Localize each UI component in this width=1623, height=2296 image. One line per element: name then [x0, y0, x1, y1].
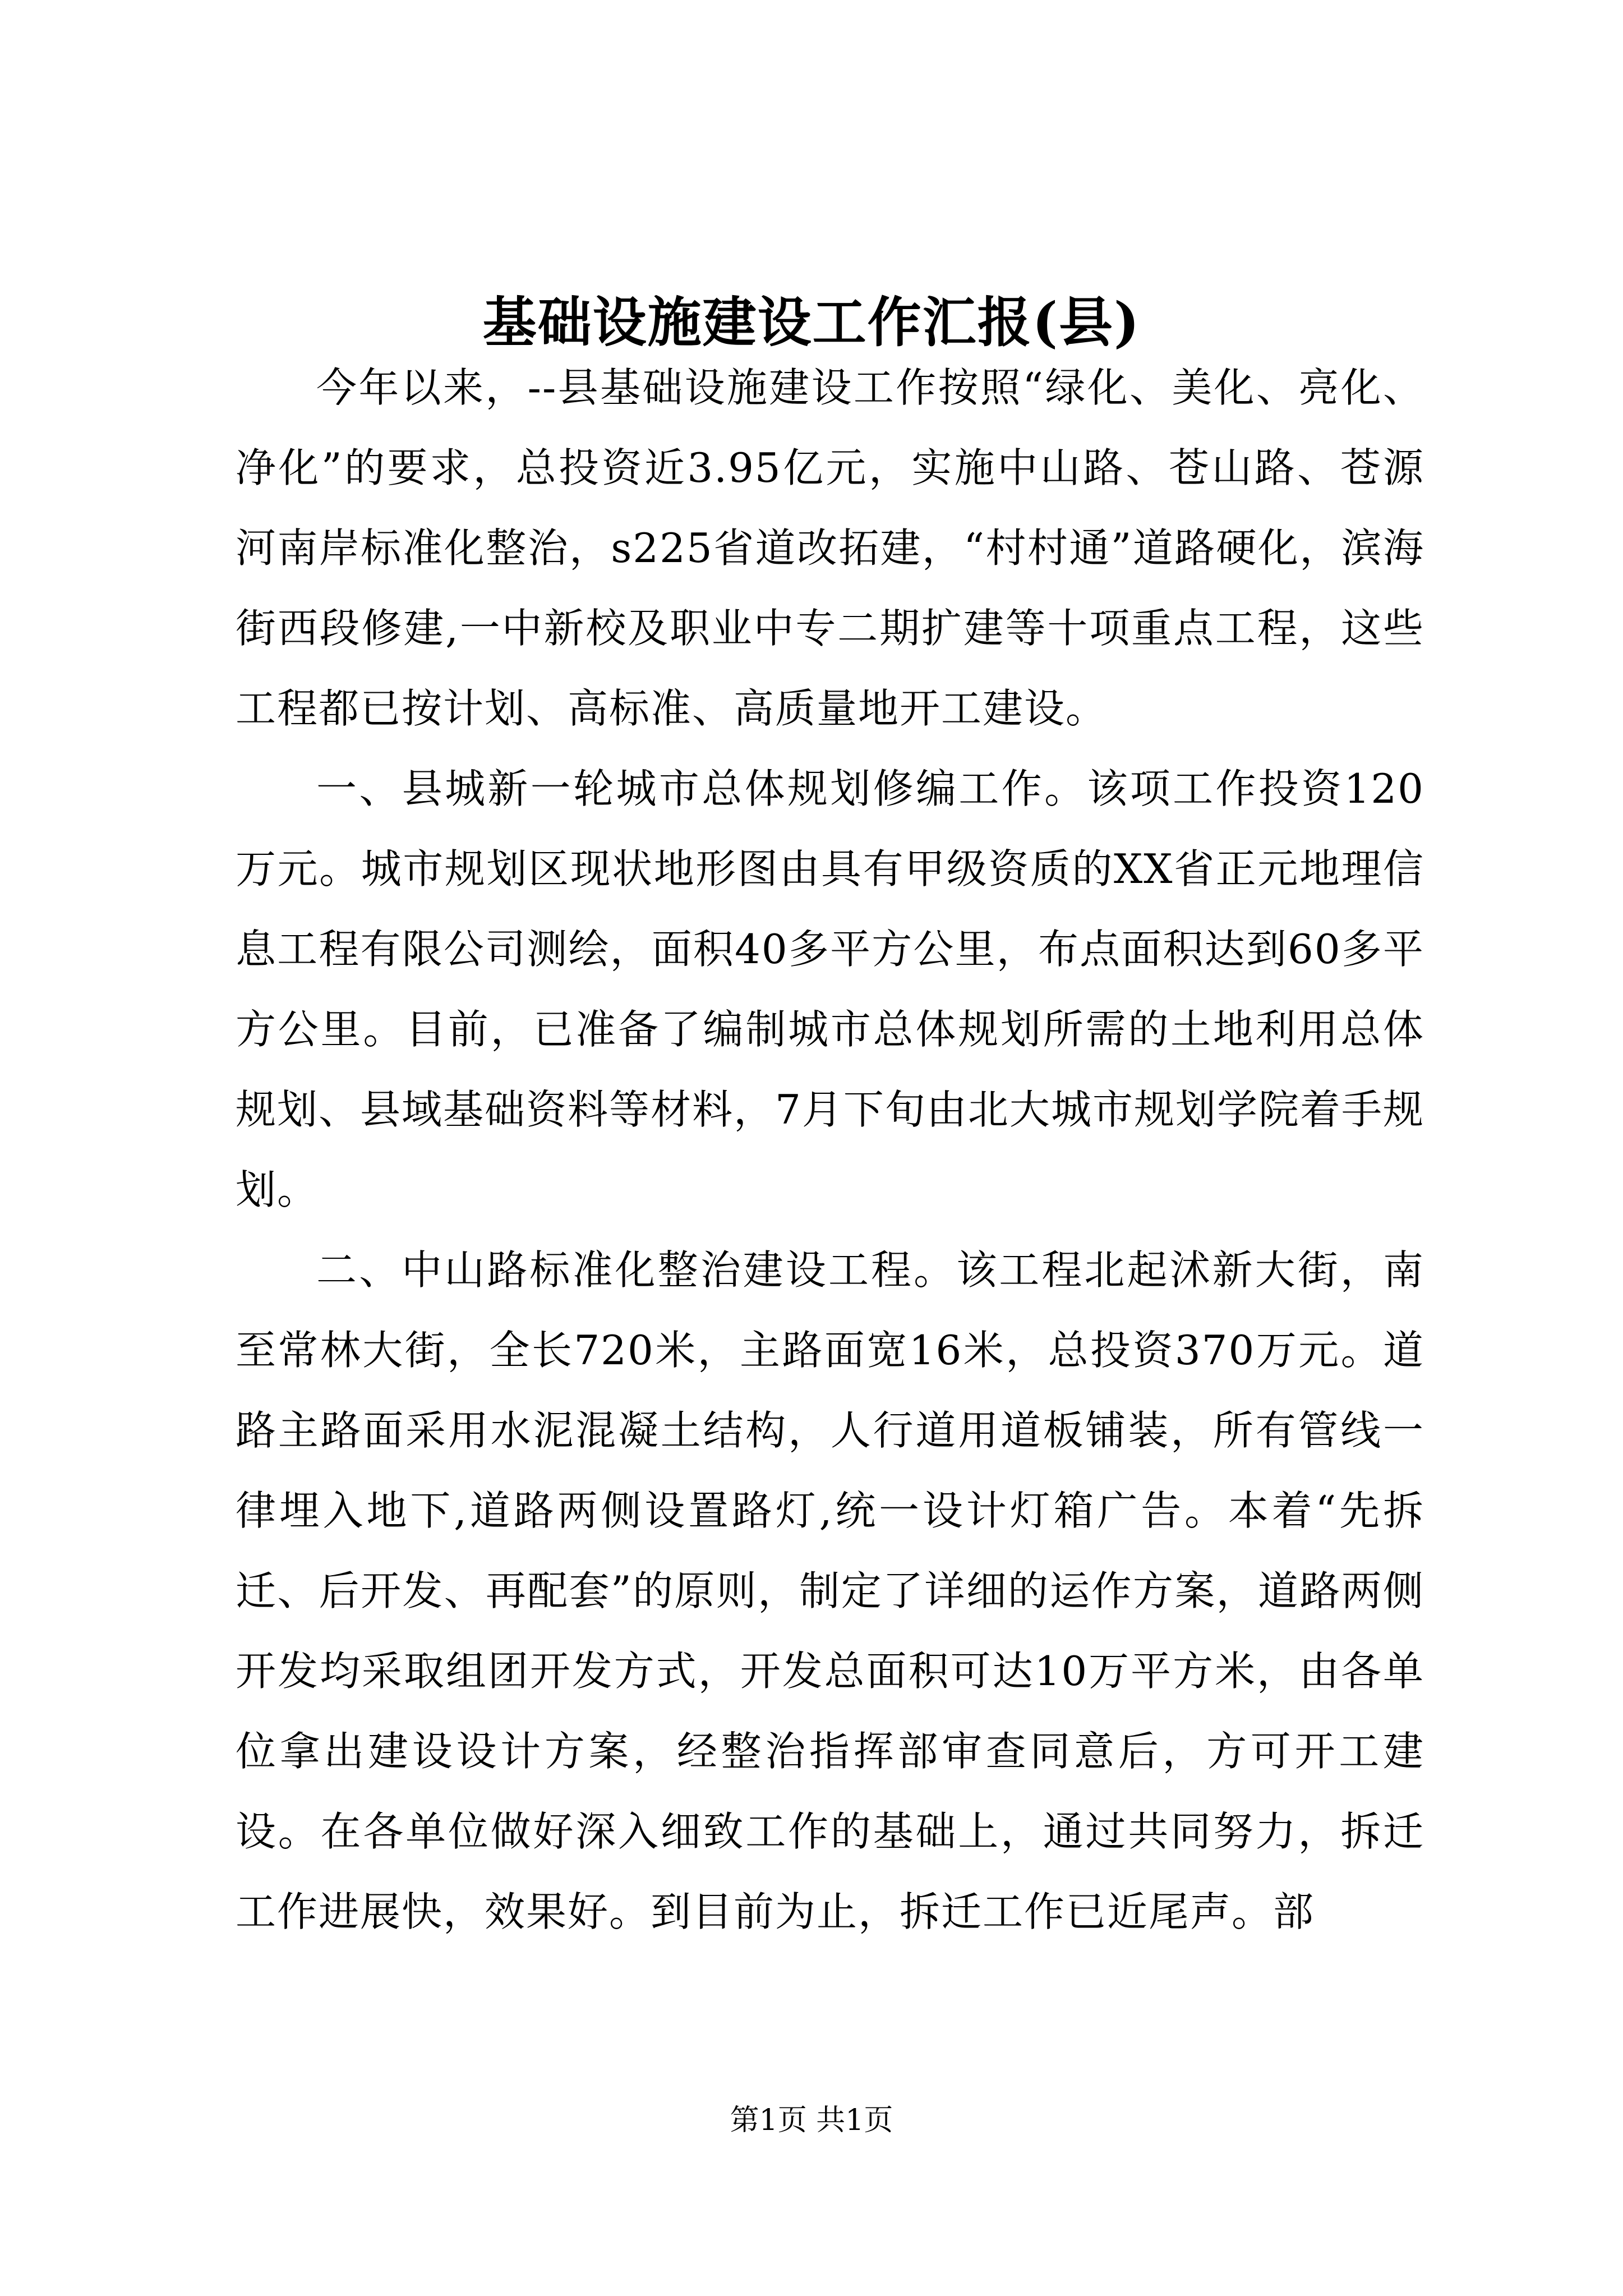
document-title: 基础设施建设工作汇报(县): [482, 291, 1141, 354]
paragraph-section-1: 一、县城新一轮城市总体规划修编工作。该项工作投资120万元。城市规划区现状地形图由具有甲级资质的XX省正元地理信息工程有限公司测绘，面积40多平方公里，布点面积达到60多平方公里。目前，已准备了编制城市总体规划所需的土地利用总体规划、县域基础资料等材料，7月下旬由北大城市规划学院着手规划。: [236, 765, 1424, 1213]
paragraph-section-2: 二、中山路标准化整治建设工程。该工程北起沭新大街，南至常林大街，全长720米，主路面宽16米，总投资370万元。道路主路面采用水泥混凝土结构，人行道用道板铺装，所有管线一律埋入地下,道路两侧设置路灯,统一设计灯箱广告。本着“先拆迁、后开发、再配套”的原则，制定了详细的运作方案，道路两侧开发均采取组团开发方式，开发总面积可达10万平方米，由各单位拿出建设设计方案，经整治指挥部审查同意后，方可开工建设。在各单位做好深入细致工作的基础上，通过共同努力，拆迁工作进展快，效果好。到目前为止，拆迁工作已近尾声。部: [236, 1246, 1424, 1935]
document-body: [236, 348, 1424, 1952]
paragraph-intro: 今年以来，--县基础设施建设工作按照“绿化、美化、亮化、净化”的要求，总投资近3.95亿元，实施中山路、苍山路、苍源河南岸标准化整治，s225省道改拓建，“村村通”道路硬化，滨海街西段修建,一中新校及职业中专二期扩建等十项重点工程，这些工程都已按计划、高标准、高质量地开工建设。: [236, 364, 1424, 732]
page-footer: 第1页 共1页: [730, 2104, 893, 2137]
